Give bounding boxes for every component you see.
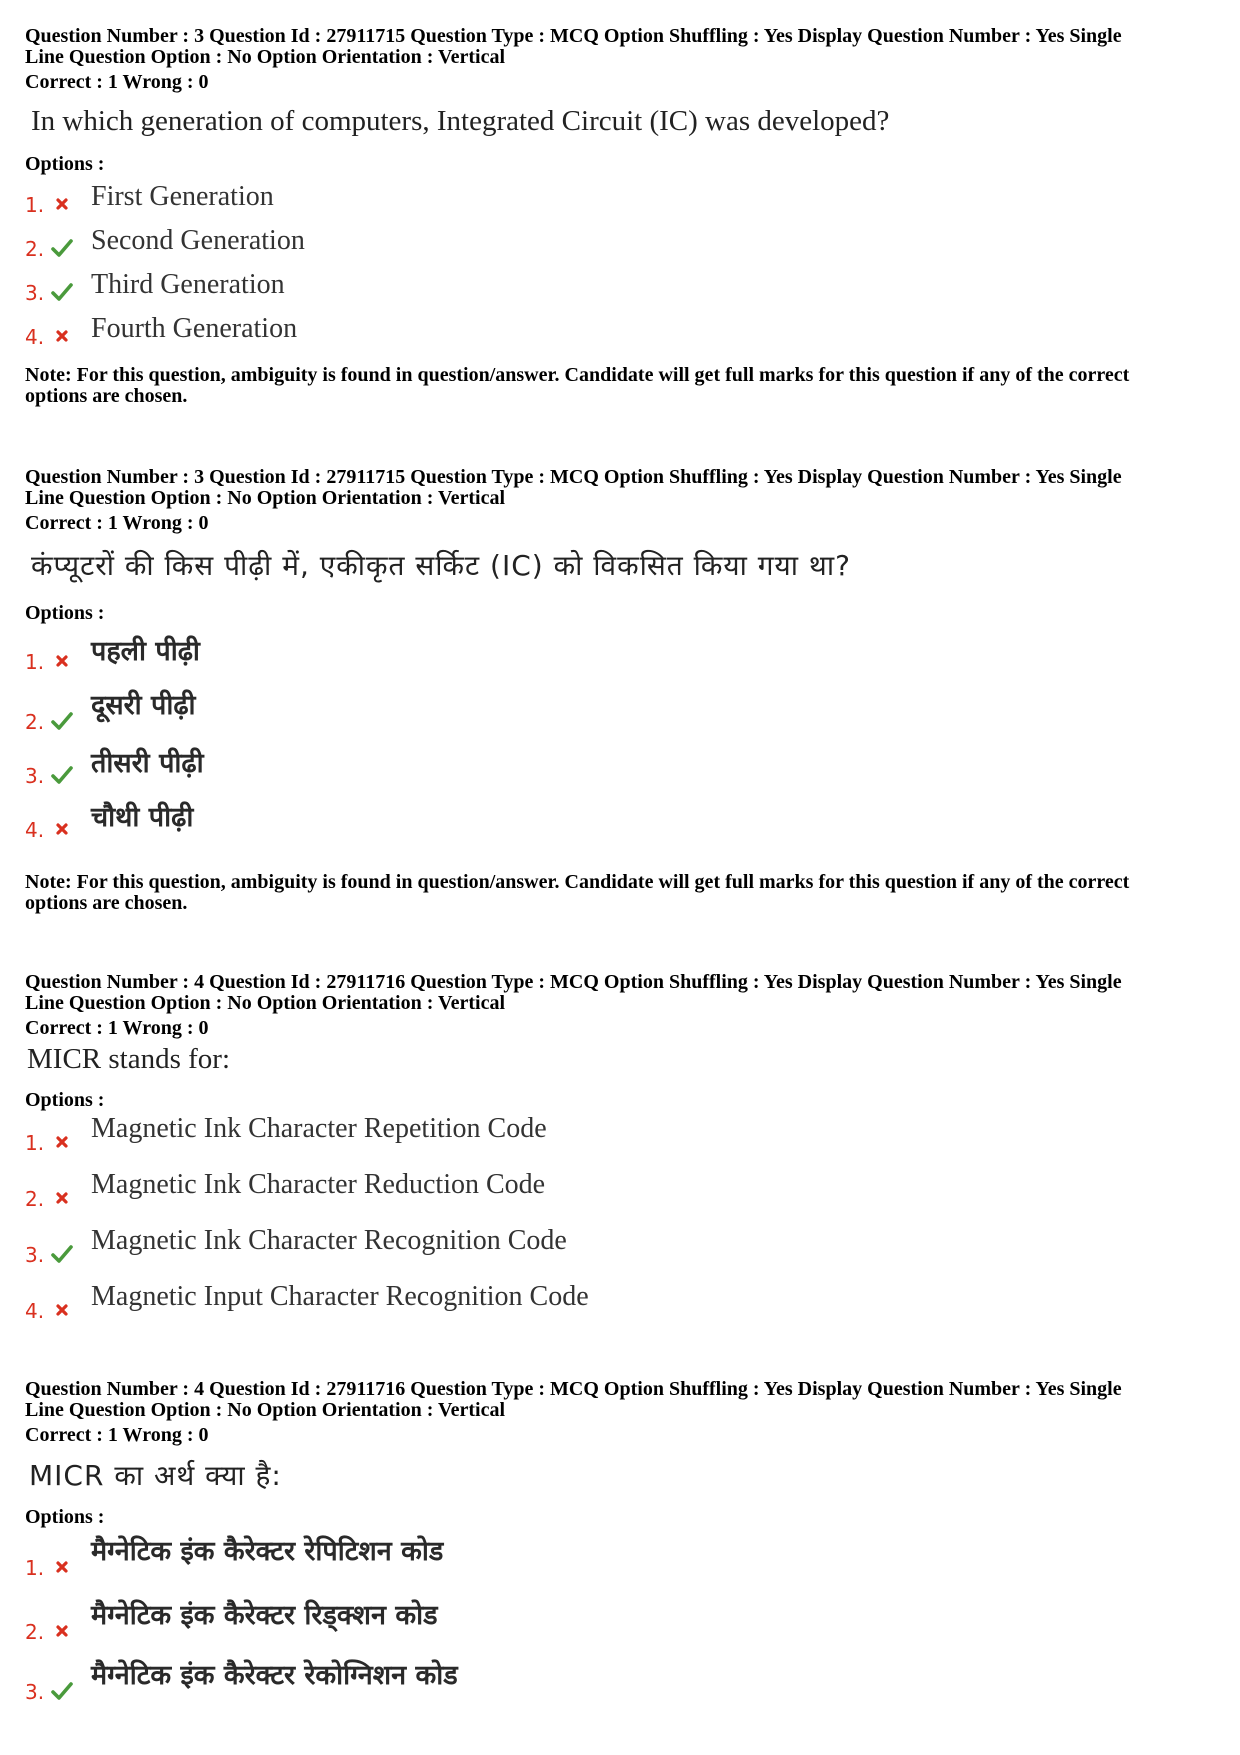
check-icon [51,281,73,303]
option-item [25,1169,925,1213]
options-label: Options : [25,153,105,175]
option-number: 3. [25,1243,45,1267]
question-meta-line: Question Number : 3 Question Id : 27911715 Question Type : MCQ Option Shuffling : Yes Display Question Number : Yes Single [25,466,1122,488]
question-meta-line: Line Question Option : No Option Orientation : Vertical [25,487,506,509]
marking-scheme: Correct : 1 Wrong : 0 [25,1424,209,1446]
option-item [25,1662,925,1706]
option-text: Magnetic Ink Character Reduction Code [91,1169,546,1200]
option-number: 4. [25,818,45,842]
question-meta-line: Question Number : 4 Question Id : 27911716 Question Type : MCQ Option Shuffling : Yes Display Question Number : Yes Single [25,971,1122,993]
option-text: चौथी पीढ़ी [91,802,194,833]
option-text: मैग्नेटिक इंक कैरेक्टर रेकोग्निशन कोड [91,1660,458,1691]
note-line: Note: For this question, ambiguity is found in question/answer. Candidate will get full marks for this question if any of the correct [25,364,1130,386]
cross-icon [51,650,73,672]
options-label: Options : [25,1506,105,1528]
option-number: 1. [25,1556,45,1580]
option-number: 2. [25,1187,45,1211]
option-number: 2. [25,237,45,261]
option-item [25,307,925,351]
option-item [25,175,925,219]
option-number: 3. [25,764,45,788]
option-number: 2. [25,710,45,734]
option-number: 1. [25,1131,45,1155]
question-text: कंप्यूटरों की किस पीढ़ी में, एकीकृत सर्किट (IC) को विकसित किया गया था? [31,549,851,582]
option-number: 1. [25,193,45,217]
option-text: Magnetic Ink Character Recognition Code [91,1225,567,1256]
option-item [25,692,925,736]
options-label: Options : [25,602,105,624]
question-meta-line: Line Question Option : No Option Orientation : Vertical [25,46,506,68]
option-number: 4. [25,1299,45,1323]
option-item [25,632,925,676]
cross-icon [51,325,73,347]
check-icon [51,237,73,259]
check-icon [51,764,73,786]
option-text: पहली पीढ़ी [91,636,200,667]
question-block [25,1379,1220,1708]
cross-icon [51,1131,73,1153]
marking-scheme: Correct : 1 Wrong : 0 [25,71,209,93]
option-item [25,1538,925,1582]
question-text: In which generation of computers, Integrated Circuit (IC) was developed? [31,105,890,137]
option-item [25,263,925,307]
option-number: 1. [25,650,45,674]
option-item [25,219,925,263]
note-line: options are chosen. [25,385,188,407]
check-icon [51,710,73,732]
question-text: MICR stands for: [27,1043,230,1075]
options-list [25,1111,1220,1335]
option-number: 3. [25,281,45,305]
option-number: 4. [25,325,45,349]
question-block [25,26,1220,407]
option-text: मैग्नेटिक इंक कैरेक्टर रेपिटिशन कोड [91,1536,444,1567]
question-meta-line: Question Number : 4 Question Id : 27911716 Question Type : MCQ Option Shuffling : Yes Display Question Number : Yes Single [25,1378,1122,1400]
option-number: 2. [25,1620,45,1644]
option-text: दूसरी पीढ़ी [91,690,196,721]
option-text: First Generation [91,181,274,212]
cross-icon [51,1556,73,1578]
question-meta-line: Question Number : 3 Question Id : 27911715 Question Type : MCQ Option Shuffling : Yes Display Question Number : Yes Single [25,25,1122,47]
question-meta-line: Line Question Option : No Option Orientation : Vertical [25,1399,506,1421]
question-block [25,467,1220,914]
question-text: MICR का अर्थ क्या है: [29,1459,282,1492]
options-list [25,1528,1220,1708]
question-meta-line: Line Question Option : No Option Orientation : Vertical [25,992,506,1014]
option-text: Second Generation [91,225,305,256]
option-text: Magnetic Input Character Recognition Code [91,1281,589,1312]
cross-icon [51,1620,73,1642]
option-text: Fourth Generation [91,313,298,344]
option-item [25,1113,925,1157]
ambiguity-note [25,365,1220,407]
marking-scheme: Correct : 1 Wrong : 0 [25,512,209,534]
option-item [25,1281,925,1325]
note-line: Note: For this question, ambiguity is found in question/answer. Candidate will get full marks for this question if any of the correct [25,871,1130,893]
marking-scheme: Correct : 1 Wrong : 0 [25,1017,209,1039]
check-icon [51,1680,73,1702]
option-item [25,746,925,790]
cross-icon [51,193,73,215]
options-list [25,175,1220,365]
option-text: मैग्नेटिक इंक कैरेक्टर रिड्क्शन कोड [91,1600,438,1631]
option-item [25,1602,925,1646]
option-text: Magnetic Ink Character Repetition Code [91,1113,547,1144]
ambiguity-note [25,872,1220,914]
cross-icon [51,818,73,840]
check-icon [51,1243,73,1265]
option-text: तीसरी पीढ़ी [91,748,204,779]
option-item [25,1225,925,1269]
cross-icon [51,1299,73,1321]
options-label: Options : [25,1089,105,1111]
options-list [25,624,1220,868]
question-block [25,972,1220,1335]
option-text: Third Generation [91,269,285,300]
cross-icon [51,1187,73,1209]
option-item [25,800,925,844]
option-number: 3. [25,1680,45,1704]
note-line: options are chosen. [25,892,188,914]
